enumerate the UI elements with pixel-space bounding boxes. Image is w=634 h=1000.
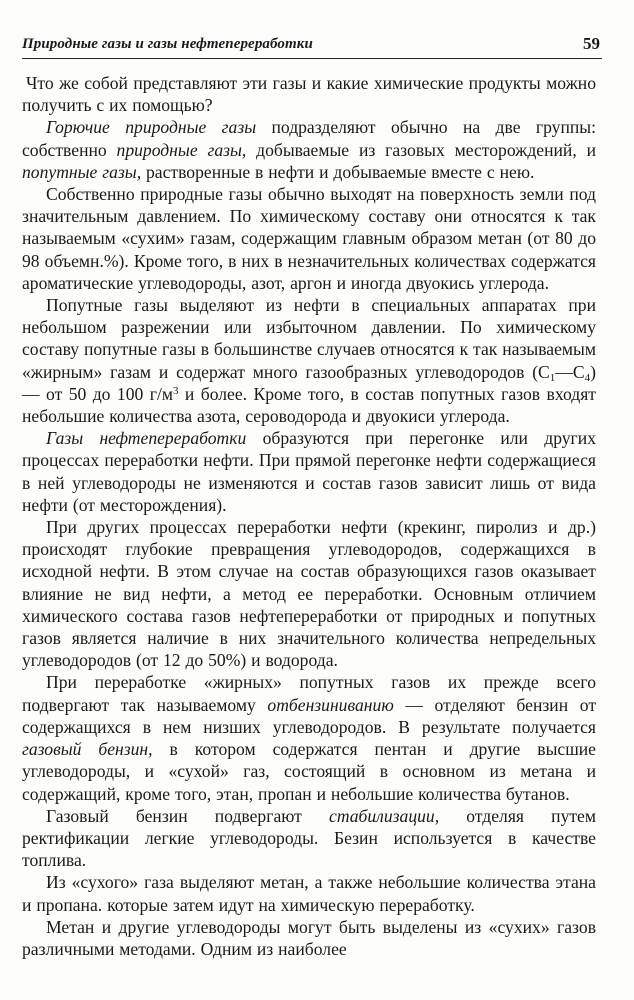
- text-run: образуются при перегонке или других процессах переработки нефти. При прямой перегонке нефти содержащиеся в ней углеводороды не изменяются и состав газов зависит лишь от вида нефти (от месторождения).: [22, 428, 596, 515]
- paragraph: [22, 427, 596, 516]
- paragraph: [22, 183, 596, 294]
- emphasis-text: природные газы,: [116, 139, 247, 160]
- paragraph: [22, 871, 596, 915]
- text-run: в котором содержатся пентан и другие высшие углеводороды, и «сухой» газ, состоящий в основном из метана и содержащий, кроме того, этан, пропан и небольшие количества бутанов.: [22, 739, 596, 804]
- text-run: —C: [555, 361, 585, 382]
- paragraph: [22, 805, 596, 872]
- text-run: отделяя путем ректификации легкие углеводороды. Безин используется в качестве топлива.: [22, 805, 597, 871]
- emphasis-text: Газы нефтепереработки: [46, 428, 247, 449]
- text-run: добываемые из газовых месторождений, и: [246, 139, 596, 160]
- subscript: 4: [584, 371, 591, 384]
- paragraph: [22, 294, 596, 427]
- subscript: 1: [549, 371, 556, 384]
- emphasis-text: газовый бензин,: [22, 739, 153, 760]
- text-run: Что же собой представляют эти газы и какие химические продукты можно получить с их помощью?: [22, 73, 596, 116]
- text-run: и более. Кроме того, в состав попутных газов входят небольшие количества азота, сероводорода и двуокиси углерода.: [22, 383, 596, 427]
- text-run: Из «сухого» газа выделяют метан, а также небольшие количества этана и пропана. которые затем идут на химическую переработку.: [22, 872, 596, 915]
- running-head-title: Природные газы и газы нефтепереработки: [22, 36, 313, 52]
- emphasis-text: отбензиниванию: [267, 694, 394, 715]
- running-head: [22, 34, 602, 59]
- paragraph: [22, 116, 596, 183]
- paragraph: [22, 516, 596, 671]
- text-run: При переработке «жирных» попутных газов их прежде всего подвергают так называемому: [22, 672, 596, 715]
- text-run: — отделяют бензин от содержащихся в нем низших углеводородов. В результате получается: [22, 694, 597, 737]
- text-run: подразделяют обычно на две группы: собственно: [22, 117, 596, 160]
- text-run: Газовый бензин подвергают: [46, 805, 330, 826]
- text-run: При других процессах переработки нефти (крекинг, пиролиз и др.) происходят глубокие превращения углеводородов, содержащихся в исходной нефти. В этом случае на состав образующихся газов оказывает влияние не вид нефти, а метод ее переработки. Основным отличием химического состава газов нефтепереработки от природных и попутных газов является наличие в них значительного количества непредельных углеводородов (от 12 до 50%) и водорода.: [22, 517, 596, 671]
- text-run: Попутные газы выделяют из нефти в специальных аппаратах при небольшом разрежении или избыточном давлении. По химическому составу попутные газы в большинстве случаев относятся к так называемым «жирным» газам и содержат много газообразных углеводородов (C: [22, 295, 596, 382]
- page-number: 59: [583, 34, 600, 53]
- text-run: Собственно природные газы обычно выходят на поверхность земли под значительным давлением. По химическому составу они относятся к так называемым «сухим» газам, содержащим главным образом метан (от 80 до 98 объемн.%). Кроме того, в них в незначительных количествах содержатся ароматические углеводороды, азот, аргон и иногда двуокись углерода.: [22, 184, 596, 293]
- text-run: растворенные в нефти и добываемые вместе с нею.: [141, 161, 535, 182]
- paragraph: [22, 72, 596, 116]
- text-run: Метан и другие углеводороды могут быть выделены из «сухих» газов различными методами. Одним из наиболее: [22, 916, 596, 959]
- superscript: 3: [172, 384, 179, 397]
- emphasis-text: Горючие природные газы: [46, 117, 257, 138]
- emphasis-text: попутные газы,: [22, 161, 142, 182]
- emphasis-text: стабилизации,: [329, 805, 440, 826]
- text-run: ) — от 50 до 100 г/м: [22, 361, 596, 404]
- paragraph: [22, 671, 596, 804]
- text-body: [22, 72, 596, 960]
- paragraph: [22, 916, 596, 960]
